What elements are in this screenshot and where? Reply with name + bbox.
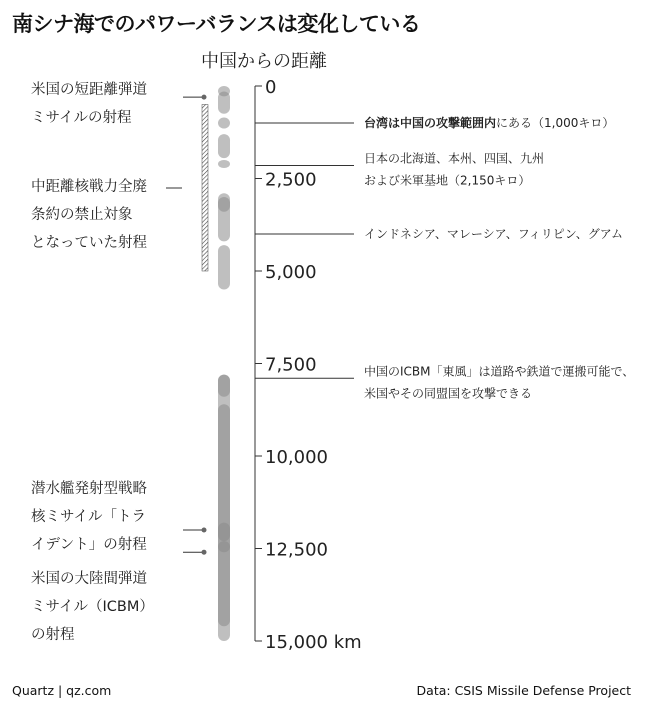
annotation-label: 米国やその同盟国を攻撃できる <box>364 386 533 401</box>
tick-label: 0 <box>265 77 277 98</box>
china-range-bar <box>218 134 230 158</box>
us-range-label: 中距離核戦力全廃 <box>31 179 147 195</box>
axis-title: 中国からの距離 <box>201 51 327 72</box>
us-range-label: ミサイル（ICBM） <box>31 599 154 615</box>
tick-label: 5,000 <box>265 262 317 283</box>
us-range-dot <box>202 95 207 100</box>
y-axis <box>255 77 362 653</box>
china-range-bar <box>218 245 230 289</box>
china-range-bar <box>218 117 230 128</box>
footer-source-left: Quartz | qz.com <box>12 683 112 698</box>
tick-label: 15,000 km <box>265 632 362 653</box>
tick-label: 2,500 <box>265 169 317 191</box>
us-range-label: 米国の大陸間弾道 <box>31 571 147 587</box>
china-range-bar <box>218 160 230 168</box>
china-range-bar <box>218 404 230 626</box>
annotation-label: 台湾は中国の攻撃範囲内にある（1,000キロ） <box>364 116 615 130</box>
us-range-labels <box>31 80 207 643</box>
china-range-bars <box>218 86 230 641</box>
us-range-label: 条約の禁止対象 <box>31 207 133 223</box>
china-range-bar <box>218 92 230 114</box>
page-title: 南シナ海でのパワーバランスは変化している <box>12 12 421 36</box>
us-range-dot <box>202 528 207 533</box>
us-range-label: ミサイルの射程 <box>31 110 132 126</box>
china-range-bar <box>218 523 230 542</box>
tick-label: 12,500 <box>265 539 328 561</box>
footer-source-right: Data: CSIS Missile Defense Project <box>416 683 631 698</box>
us-range-label: 米国の短距離弾道 <box>31 82 147 98</box>
us-range-label: の射程 <box>31 627 75 643</box>
china-range-bar <box>218 197 230 212</box>
us-range-hatch <box>202 105 208 272</box>
china-range-bar <box>218 541 230 552</box>
annotation-label: および米軍基地（2,150キロ） <box>364 173 531 188</box>
us-range-label: 核ミサイル「トラ <box>31 509 146 525</box>
us-range-dot <box>202 550 207 555</box>
us-range-label: となっていた射程 <box>31 235 147 251</box>
annotation-label: インドネシア、マレーシア、フィリピン、グアム <box>364 227 623 241</box>
us-range-label: イデント」の射程 <box>31 537 147 553</box>
tick-label: 10,000 <box>265 447 328 468</box>
tick-label: 7,500 <box>265 354 317 376</box>
us-range-label: 潜水艦発射型戦略 <box>31 481 147 497</box>
hatched-range-group <box>202 105 208 272</box>
annotation-label: 日本の北海道、本州、四国、九州 <box>364 151 545 166</box>
annotation-label: 中国のICBM「東風」は道路や鉄道で運搬可能で、 <box>364 364 635 379</box>
china-range-bar <box>218 375 230 397</box>
